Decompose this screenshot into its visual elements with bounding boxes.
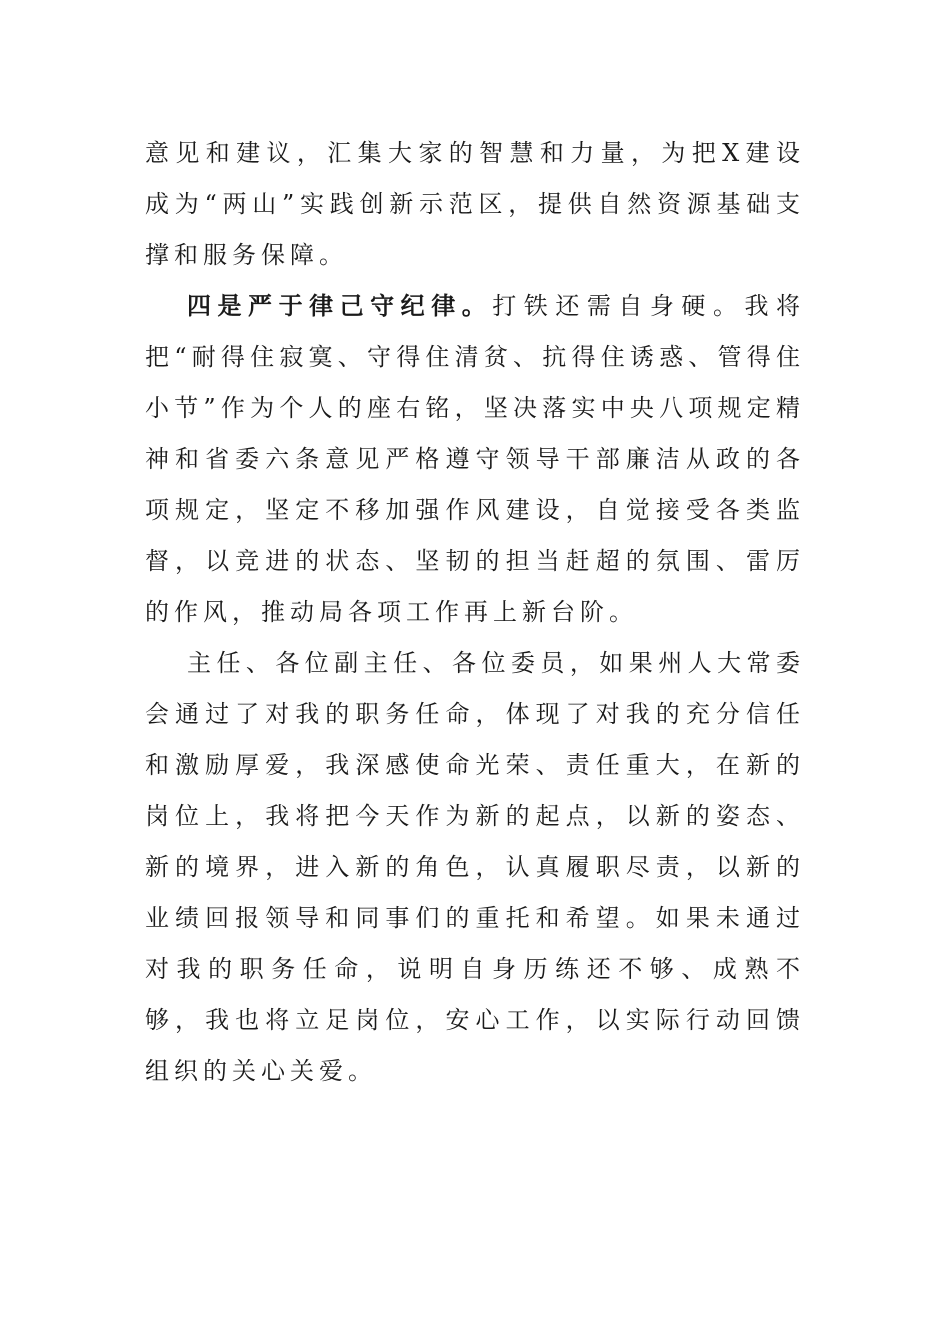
document-body [145, 128, 805, 1097]
paragraph-body: 打铁还需自身硬。我将把“耐得住寂寞、守得住清贫、抗得住诱惑、管得住小节”作为个人的座右铭，坚决落实中央八项规定精神和省委六条意见严格遵守领导干部廉洁从政的各项规定，坚定不移加强作风建设，自觉接受各类监督，以竞进的状态、坚韧的担当赶超的氛围、雷厉的作风，推动局各项工作再上新台阶。 [145, 292, 806, 626]
paragraph-continuation: 意见和建议，汇集大家的智慧和力量，为把X建设成为“两山”实践创新示范区，提供自然资源基础支撑和服务保障。 [145, 139, 805, 269]
paragraph-discipline [145, 281, 805, 638]
paragraph-closing: 主任、各位副主任、各位委员，如果州人大常委会通过了对我的职务任命，体现了对我的充分信任和激励厚爱，我深感使命光荣、责任重大，在新的岗位上，我将把今天作为新的起点，以新的姿态、新的境界，进入新的角色，认真履职尽责，以新的业绩回报领导和同事们的重托和希望。如果未通过对我的职务任命，说明自身历练还不够、成熟不够，我也将立足岗位，安心工作，以实际行动回馈组织的关心关爱。 [145, 649, 805, 1085]
paragraph-heading: 四是严于律己守纪律。 [187, 292, 493, 320]
